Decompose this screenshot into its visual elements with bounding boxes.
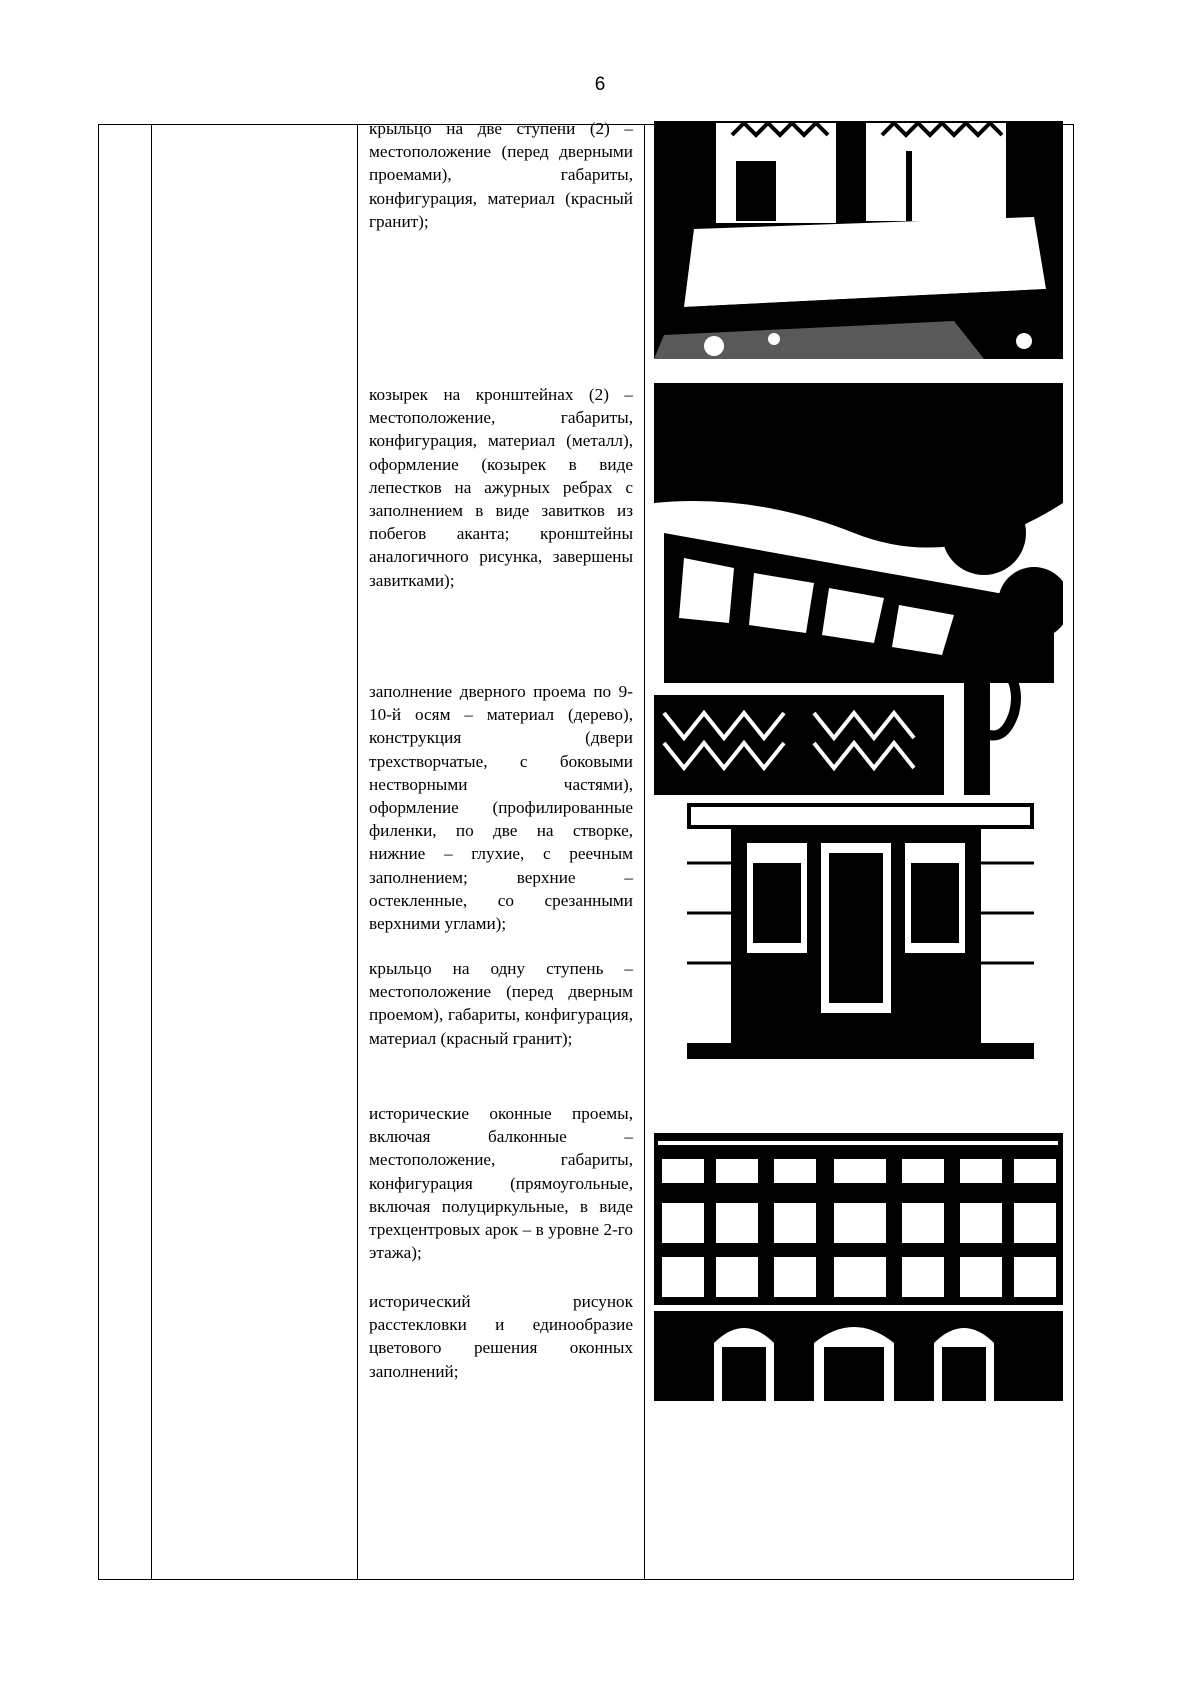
item-glazing-pattern: исторический рисунок расстекловки и единообразие цветового решения оконных заполнений;: [369, 1292, 633, 1381]
facade-windows-photo: [654, 1133, 1063, 1401]
item-canopy-brackets: козырек на кронштейнах (2) – местоположение, габариты, конфигурация, материал (металл), оформление (козырек в виде лепестков на ажурных ребрах с заполнением в виде завитков из побегов аканта; кронштейны аналогичного рисунка, завершены завитками);: [369, 385, 633, 590]
column-divider: [357, 125, 358, 1579]
item-window-openings: исторические оконные проемы, включая балконные – местоположение, габариты, конфигурация (прямоугольные, включая полуциркульные, в виде трехцентровых арок – в уровне 2-го этажа);: [369, 1104, 633, 1263]
content-table: [98, 119, 1074, 1580]
item-door-opening: заполнение дверного проема по 9-10-й осям – материал (дерево), конструкция (двери трехстворчатые, с боковыми нестворными частями), оформление (профилированные филенки, по две на створке, нижние – глухие, с реечным заполнением; верхние – остекленные, со срезанными верхними углами);: [369, 682, 633, 934]
column-divider: [151, 125, 152, 1579]
porch-two-steps-photo: [654, 121, 1063, 359]
door-opening-photo: [687, 803, 1034, 1059]
item-porch-one-step: крыльцо на одну ступень – местоположение (перед дверным проемом), габариты, конфигурация, материал (красный гранит);: [369, 959, 633, 1048]
column-divider: [644, 125, 645, 1579]
item-porch-two-steps: крыльцо на две ступени (2) – местоположение (перед дверными проемами), габариты, конфигурация, материал (красный гранит);: [369, 119, 633, 231]
page-number: 6: [594, 74, 606, 95]
canopy-brackets-photo: [654, 383, 1063, 795]
